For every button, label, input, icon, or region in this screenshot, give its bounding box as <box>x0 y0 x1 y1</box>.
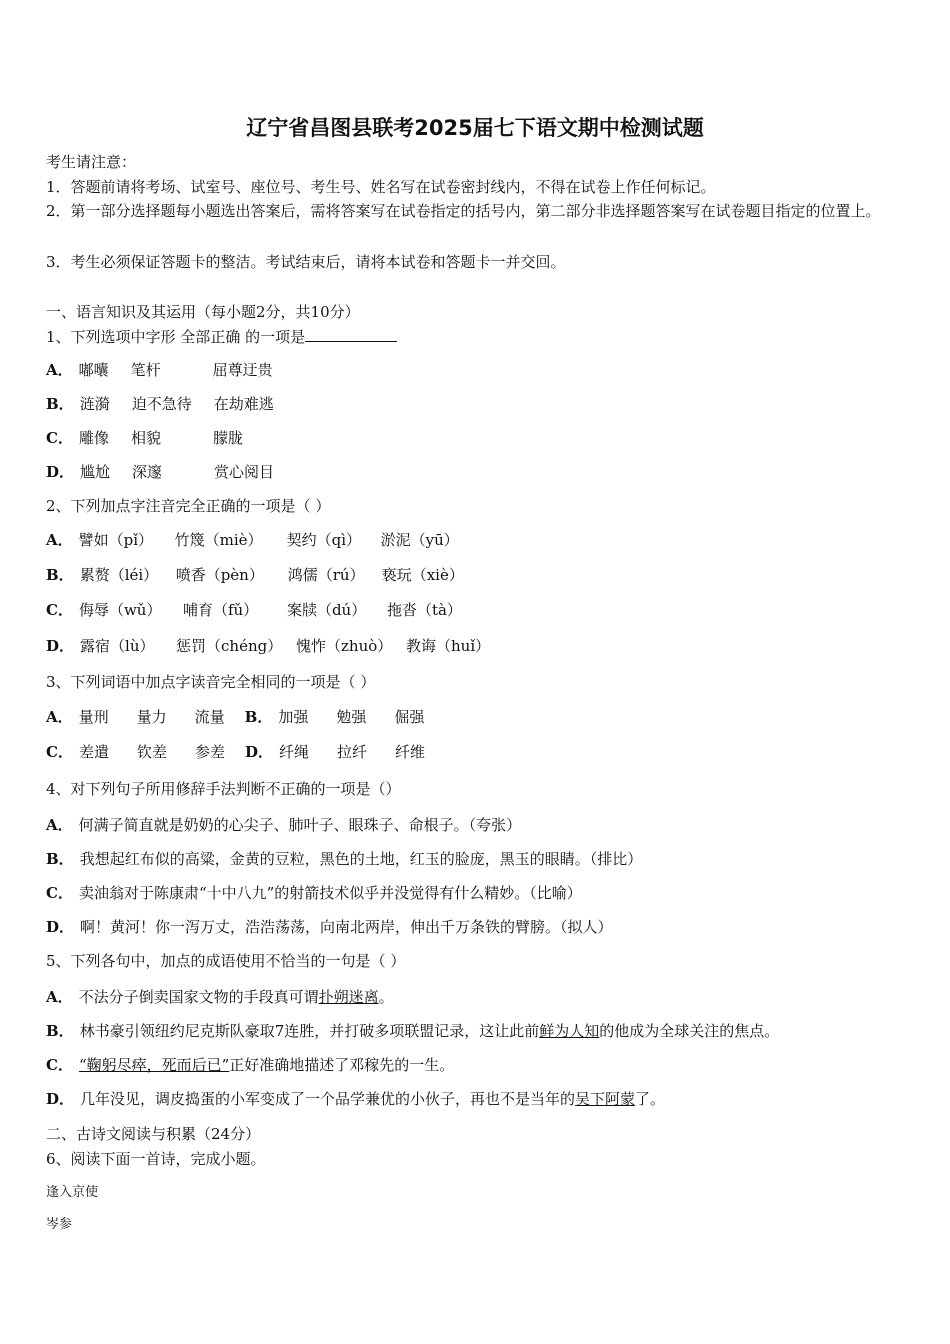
q5-option-a[interactable] <box>46 987 394 1007</box>
option-word: 朦胧 <box>212 429 243 447</box>
option-word: 相貌 <box>130 429 161 447</box>
option-word: 亵玩（xiè） <box>381 566 464 584</box>
option-text-pre: 几年没见，调皮捣蛋的小军变成了一个品学兼优的小伙子，再也不是当年的 <box>80 1090 576 1108</box>
option-word: 屈尊迂贵 <box>212 361 273 379</box>
option-word: 流量 <box>194 708 225 726</box>
option-word: 案牍（dú） <box>286 601 367 619</box>
option-word: 露宿（lù） <box>80 637 155 655</box>
option-word: 拖沓（tà） <box>386 601 462 619</box>
option-text: 卖油翁对于陈康肃“十中八九”的射箭技术似乎并没觉得有什么精妙。（比喻） <box>78 884 582 902</box>
q1-option-b[interactable] <box>46 394 274 414</box>
option-word: 深邃 <box>132 463 163 481</box>
option-word: 侮辱（wǔ） <box>78 601 162 619</box>
option-word: 加强 <box>278 708 309 726</box>
q3-stem: 3、下列词语中加点字读音完全相同的一项是（ ） <box>46 673 376 691</box>
option-label: B． <box>46 850 74 868</box>
q1-stem <box>46 327 397 347</box>
option-text: 何满子简直就是奶奶的心尖子、肺叶子、眼珠子、命根子。（夸张） <box>78 816 522 834</box>
q2-stem: 2、下列加点字注音完全正确的一项是（ ） <box>46 497 331 515</box>
q3-option-a[interactable] <box>46 708 245 726</box>
q4-option-c[interactable] <box>46 883 582 903</box>
option-label: C． <box>46 601 73 619</box>
option-label: D． <box>46 637 75 655</box>
option-word: 契约（qì） <box>286 531 362 549</box>
option-word: 倔强 <box>394 708 425 726</box>
option-label: D． <box>46 1090 75 1108</box>
option-word: 愧怍（zhuò） <box>296 637 393 655</box>
page-title: 辽宁省昌图县联考2025届七下语文期中检测试题 <box>246 116 704 140</box>
q3-option-d[interactable] <box>245 743 425 761</box>
option-text: 我想起红布似的高粱，金黄的豆粒，黑色的土地，红玉的脸庞，黑玉的眼睛。（排比） <box>79 850 643 868</box>
option-word: 譬如（pǐ） <box>78 531 154 549</box>
option-text-pre: 林书豪引领纽约尼克斯队豪取7连胜，并打破多项联盟记录，这让此前 <box>79 1022 540 1040</box>
q5-option-c[interactable] <box>46 1055 454 1075</box>
option-label: A． <box>46 531 73 549</box>
poem-title: 逢入京使 <box>46 1185 99 1200</box>
q2-option-a[interactable] <box>46 530 459 550</box>
option-idiom: 扑朔迷离 <box>318 988 379 1006</box>
option-label: D． <box>46 918 75 936</box>
q1-option-d[interactable] <box>46 462 274 482</box>
option-word: 量刑 <box>78 708 109 726</box>
option-label: C． <box>46 1056 73 1074</box>
option-word: 差遣 <box>78 743 109 761</box>
option-text: 啊！黄河！你一泻万丈，浩浩荡荡，向南北两岸，伸出千万条铁的臂膀。（拟人） <box>80 918 613 936</box>
option-word: 尴尬 <box>80 463 111 481</box>
option-label: A． <box>46 708 73 726</box>
option-label: D． <box>46 463 75 481</box>
option-idiom: 吴下阿蒙 <box>575 1090 636 1108</box>
option-word: 哺育（fǔ） <box>182 601 259 619</box>
option-label: B． <box>46 395 74 413</box>
q3-row-ab <box>46 707 424 727</box>
notice-heading: 考生请注意： <box>46 153 137 171</box>
q1-answer-blank[interactable] <box>305 327 397 342</box>
q3-row-cd <box>46 742 425 762</box>
option-word: 惩罚（chéng） <box>176 637 283 655</box>
q1-option-a[interactable] <box>46 360 273 380</box>
q2-option-b[interactable] <box>46 565 464 585</box>
option-word: 雕像 <box>78 429 109 447</box>
option-label: B． <box>244 708 273 726</box>
option-word: 纤绳 <box>278 743 309 761</box>
option-text-post: 了。 <box>635 1090 666 1108</box>
option-word: 竹篾（miè） <box>174 531 263 549</box>
q2-option-d[interactable] <box>46 636 490 656</box>
option-idiom: 鲜为人知 <box>539 1022 600 1040</box>
option-label: B． <box>46 1022 74 1040</box>
option-word: 在劫难逃 <box>213 395 274 413</box>
notice-item-1: 1．答题前请将考场、试室号、座位号、考生号、姓名写在试卷密封线内，不得在试卷上作任何标记。 <box>46 178 716 196</box>
option-label: B． <box>46 566 74 584</box>
option-word: 嘟囔 <box>78 361 109 379</box>
option-word: 鸿儒（rú） <box>287 566 365 584</box>
option-word: 量力 <box>136 708 167 726</box>
q3-option-b[interactable] <box>245 708 425 726</box>
q3-option-c[interactable] <box>46 743 245 761</box>
option-text-post: 正好准确地描述了邓稼先的一生。 <box>229 1056 455 1074</box>
option-word: 勉强 <box>336 708 367 726</box>
option-label: A． <box>46 988 73 1006</box>
q1-option-c[interactable] <box>46 428 243 448</box>
q5-stem: 5、下列各句中，加点的成语使用不恰当的一句是（ ） <box>46 952 406 970</box>
option-word: 钦差 <box>136 743 167 761</box>
q4-option-b[interactable] <box>46 849 642 869</box>
option-word: 迫不急待 <box>131 395 192 413</box>
section2-heading: 二、古诗文阅读与积累（24分） <box>46 1125 261 1143</box>
q1-stem-text: 1、下列选项中字形 全部正确 的一项是 <box>46 328 306 346</box>
option-idiom: “鞠躬尽瘁，死而后已” <box>78 1056 230 1074</box>
option-label: C． <box>46 429 73 447</box>
option-word: 笔杆 <box>130 361 161 379</box>
q5-option-d[interactable] <box>46 1089 665 1109</box>
q4-stem: 4、对下列句子所用修辞手法判断不正确的一项是（） <box>46 780 401 798</box>
option-word: 拉纤 <box>336 743 367 761</box>
option-label: A． <box>46 816 73 834</box>
option-word: 喷香（pèn） <box>175 566 264 584</box>
option-word: 纤维 <box>394 743 425 761</box>
poem-author: 岑参 <box>46 1217 73 1232</box>
option-text-post: 。 <box>378 988 394 1006</box>
option-label: C． <box>46 743 73 761</box>
q6-stem: 6、阅读下面一首诗，完成小题。 <box>46 1150 266 1168</box>
option-word: 参差 <box>194 743 225 761</box>
option-label: A． <box>46 361 73 379</box>
option-label: D． <box>244 743 273 761</box>
q4-option-d[interactable] <box>46 917 613 937</box>
option-text-post: 的他成为全球关注的焦点。 <box>599 1022 780 1040</box>
notice-item-2: 2．第一部分选择题每小题选出答案后，需将答案写在试卷指定的括号内，第二部分非选择题答案写在试卷题目指定的位置上。 <box>46 202 881 220</box>
option-word: 赏心阅目 <box>214 463 275 481</box>
section1-heading: 一、语言知识及其运用（每小题2分，共10分） <box>46 303 360 321</box>
option-word: 淤泥（yū） <box>380 531 459 549</box>
option-word: 涟漪 <box>79 395 110 413</box>
option-word: 累赘（léi） <box>79 566 159 584</box>
option-label: C． <box>46 884 73 902</box>
q5-option-b[interactable] <box>46 1021 779 1041</box>
q4-option-a[interactable] <box>46 815 521 835</box>
q2-option-c[interactable] <box>46 600 462 620</box>
option-word: 教诲（huǐ） <box>406 637 491 655</box>
option-text-pre: 不法分子倒卖国家文物的手段真可谓 <box>78 988 319 1006</box>
notice-item-3: 3．考生必须保证答题卡的整洁。考试结束后，请将本试卷和答题卡一并交回。 <box>46 253 566 271</box>
